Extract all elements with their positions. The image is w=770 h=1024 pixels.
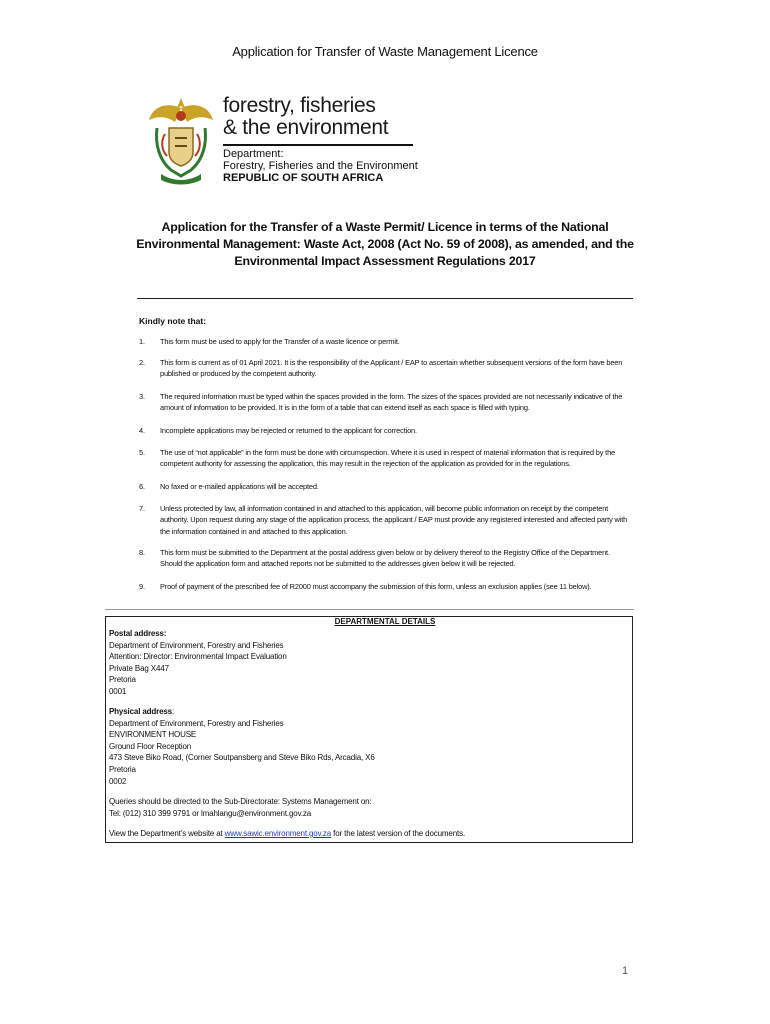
website-link[interactable]: www.sawic.environment.gov.za bbox=[224, 829, 332, 838]
postal-address-line: Private Bag X447 bbox=[109, 663, 169, 673]
list-item-text: This form is current as of 01 April 2021. It is the responsibility of the Applicant / EAP to ascertain whether subsequent versions of the form have been published or produced by the competent authority. bbox=[160, 358, 623, 379]
list-item-text: Proof of payment of the prescribed fee of R2000 must accompany the submission of this form, unless an exclusion applies (see 11 below). bbox=[160, 582, 592, 591]
physical-address-line: 473 Steve Biko Road, (Corner Soutpansberg and Steve Biko Rds, Arcadia, X6 bbox=[109, 753, 375, 763]
list-item-number: 4. bbox=[139, 426, 145, 435]
document-title-line3: Environmental Impact Assessment Regulations 2017 bbox=[234, 254, 536, 268]
document-title-line2: Environmental Management: Waste Act, 2008 (Act No. 59 of 2008), as amended, and the bbox=[136, 237, 634, 251]
physical-address-line: ENVIRONMENT HOUSE bbox=[109, 730, 197, 740]
page-number: 1 bbox=[622, 965, 629, 977]
logo-country: REPUBLIC OF SOUTH AFRICA bbox=[223, 172, 384, 184]
postal-address-line: 0001 bbox=[109, 686, 127, 696]
section-divider bbox=[137, 298, 633, 299]
list-item-number: 3. bbox=[139, 392, 145, 401]
list-item-number: 9. bbox=[139, 582, 145, 591]
list-item-text: Incomplete applications may be rejected or returned to the applicant for correction. bbox=[160, 426, 417, 435]
queries-contact bbox=[109, 796, 372, 819]
logo-dept-name: Forestry, Fisheries and the Environment bbox=[223, 160, 418, 172]
postal-address-label: Postal address: bbox=[109, 629, 167, 638]
list-item-text: The required information must be typed within the spaces provided in the form. The sizes of the spaces provided are not necessarily indicative of the amount of information to be provided. It is in the form of a table that can extend itself as each space is filled with typing. bbox=[160, 392, 623, 413]
physical-address-line: 0002 bbox=[109, 776, 127, 786]
logo-text-line2: & the environment bbox=[223, 116, 389, 139]
list-item-text: This form must be used to apply for the Transfer of a waste licence or permit. bbox=[160, 337, 400, 346]
postal-address-line: Department of Environment, Forestry and Fisheries bbox=[109, 640, 284, 650]
postal-address-line: Attention: Director: Environmental Impact Evaluation bbox=[109, 652, 287, 662]
list-item-number: 7. bbox=[139, 504, 145, 513]
list-item-number: 1. bbox=[139, 337, 145, 346]
website-prefix: View the Department’s website at bbox=[109, 829, 225, 838]
list-item-text: The use of “not applicable” in the form must be done with circumspection. Where it is used in respect of material information that is required by the competent authority for assessing the application, this may result in the rejection of the application as provided for in the regulations. bbox=[160, 448, 615, 469]
physical-address-line: Department of Environment, Forestry and Fisheries bbox=[109, 718, 284, 728]
postal-address bbox=[109, 628, 287, 698]
document-title bbox=[120, 219, 650, 270]
physical-address-line: Pretoria bbox=[109, 764, 136, 774]
list-item-number: 6. bbox=[139, 482, 145, 491]
logo-text-line1: forestry, fisheries bbox=[223, 94, 376, 117]
list-item-text: This form must be submitted to the Department at the postal address given below or by delivery thereof to the Registry Office of the Department. Should the application form and attached reports not be submitted to the addresses given below it will be rejected. bbox=[160, 548, 610, 569]
list-item-number: 8. bbox=[139, 548, 145, 557]
postal-address-line: Pretoria bbox=[109, 675, 136, 685]
logo-dept-label: Department: bbox=[223, 148, 284, 160]
website-suffix: for the latest version of the documents. bbox=[331, 829, 466, 838]
department-logo bbox=[147, 94, 437, 194]
physical-address-line: Ground Floor Reception bbox=[109, 741, 192, 751]
section-divider bbox=[105, 609, 634, 610]
page-header-title: Application for Transfer of Waste Management Licence bbox=[232, 44, 538, 59]
notes-heading: Kindly note that: bbox=[139, 316, 207, 326]
document-title-line1: Application for the Transfer of a Waste Permit/ Licence in terms of the National bbox=[161, 220, 609, 234]
list-item-text: Unless protected by law, all information contained in and attached to this application, will become public information on receipt by the competent authority. Upon request during any stage of the application process, the applicant / EAP must provide any registered interested and affected party with the information contained in and attached to this application. bbox=[160, 504, 628, 536]
queries-line: Tel: (012) 310 399 9791 or lmahlangu@environment.gov.za bbox=[109, 808, 312, 818]
coat-of-arms-icon bbox=[147, 94, 215, 190]
departmental-details-heading: DEPARTMENTAL DETAILS bbox=[334, 617, 436, 626]
queries-line: Queries should be directed to the Sub-Directorate: Systems Management on: bbox=[109, 797, 372, 806]
list-item-number: 2. bbox=[139, 358, 145, 367]
logo-divider bbox=[223, 144, 413, 146]
physical-address-label: Physical address bbox=[109, 707, 172, 716]
list-item-number: 5. bbox=[139, 448, 145, 457]
website-note bbox=[109, 828, 465, 840]
list-item-text: No faxed or e-mailed applications will be accepted. bbox=[160, 482, 319, 491]
physical-address: Physical address: Department of Environment, Forestry and Fisheries ENVIRONMENT HOUSE Ground Floor Reception 473 Steve Biko Road, (Corner Soutpansberg and Steve Biko Rds, Arcadia, X6 Pretoria 0002 bbox=[109, 707, 375, 786]
